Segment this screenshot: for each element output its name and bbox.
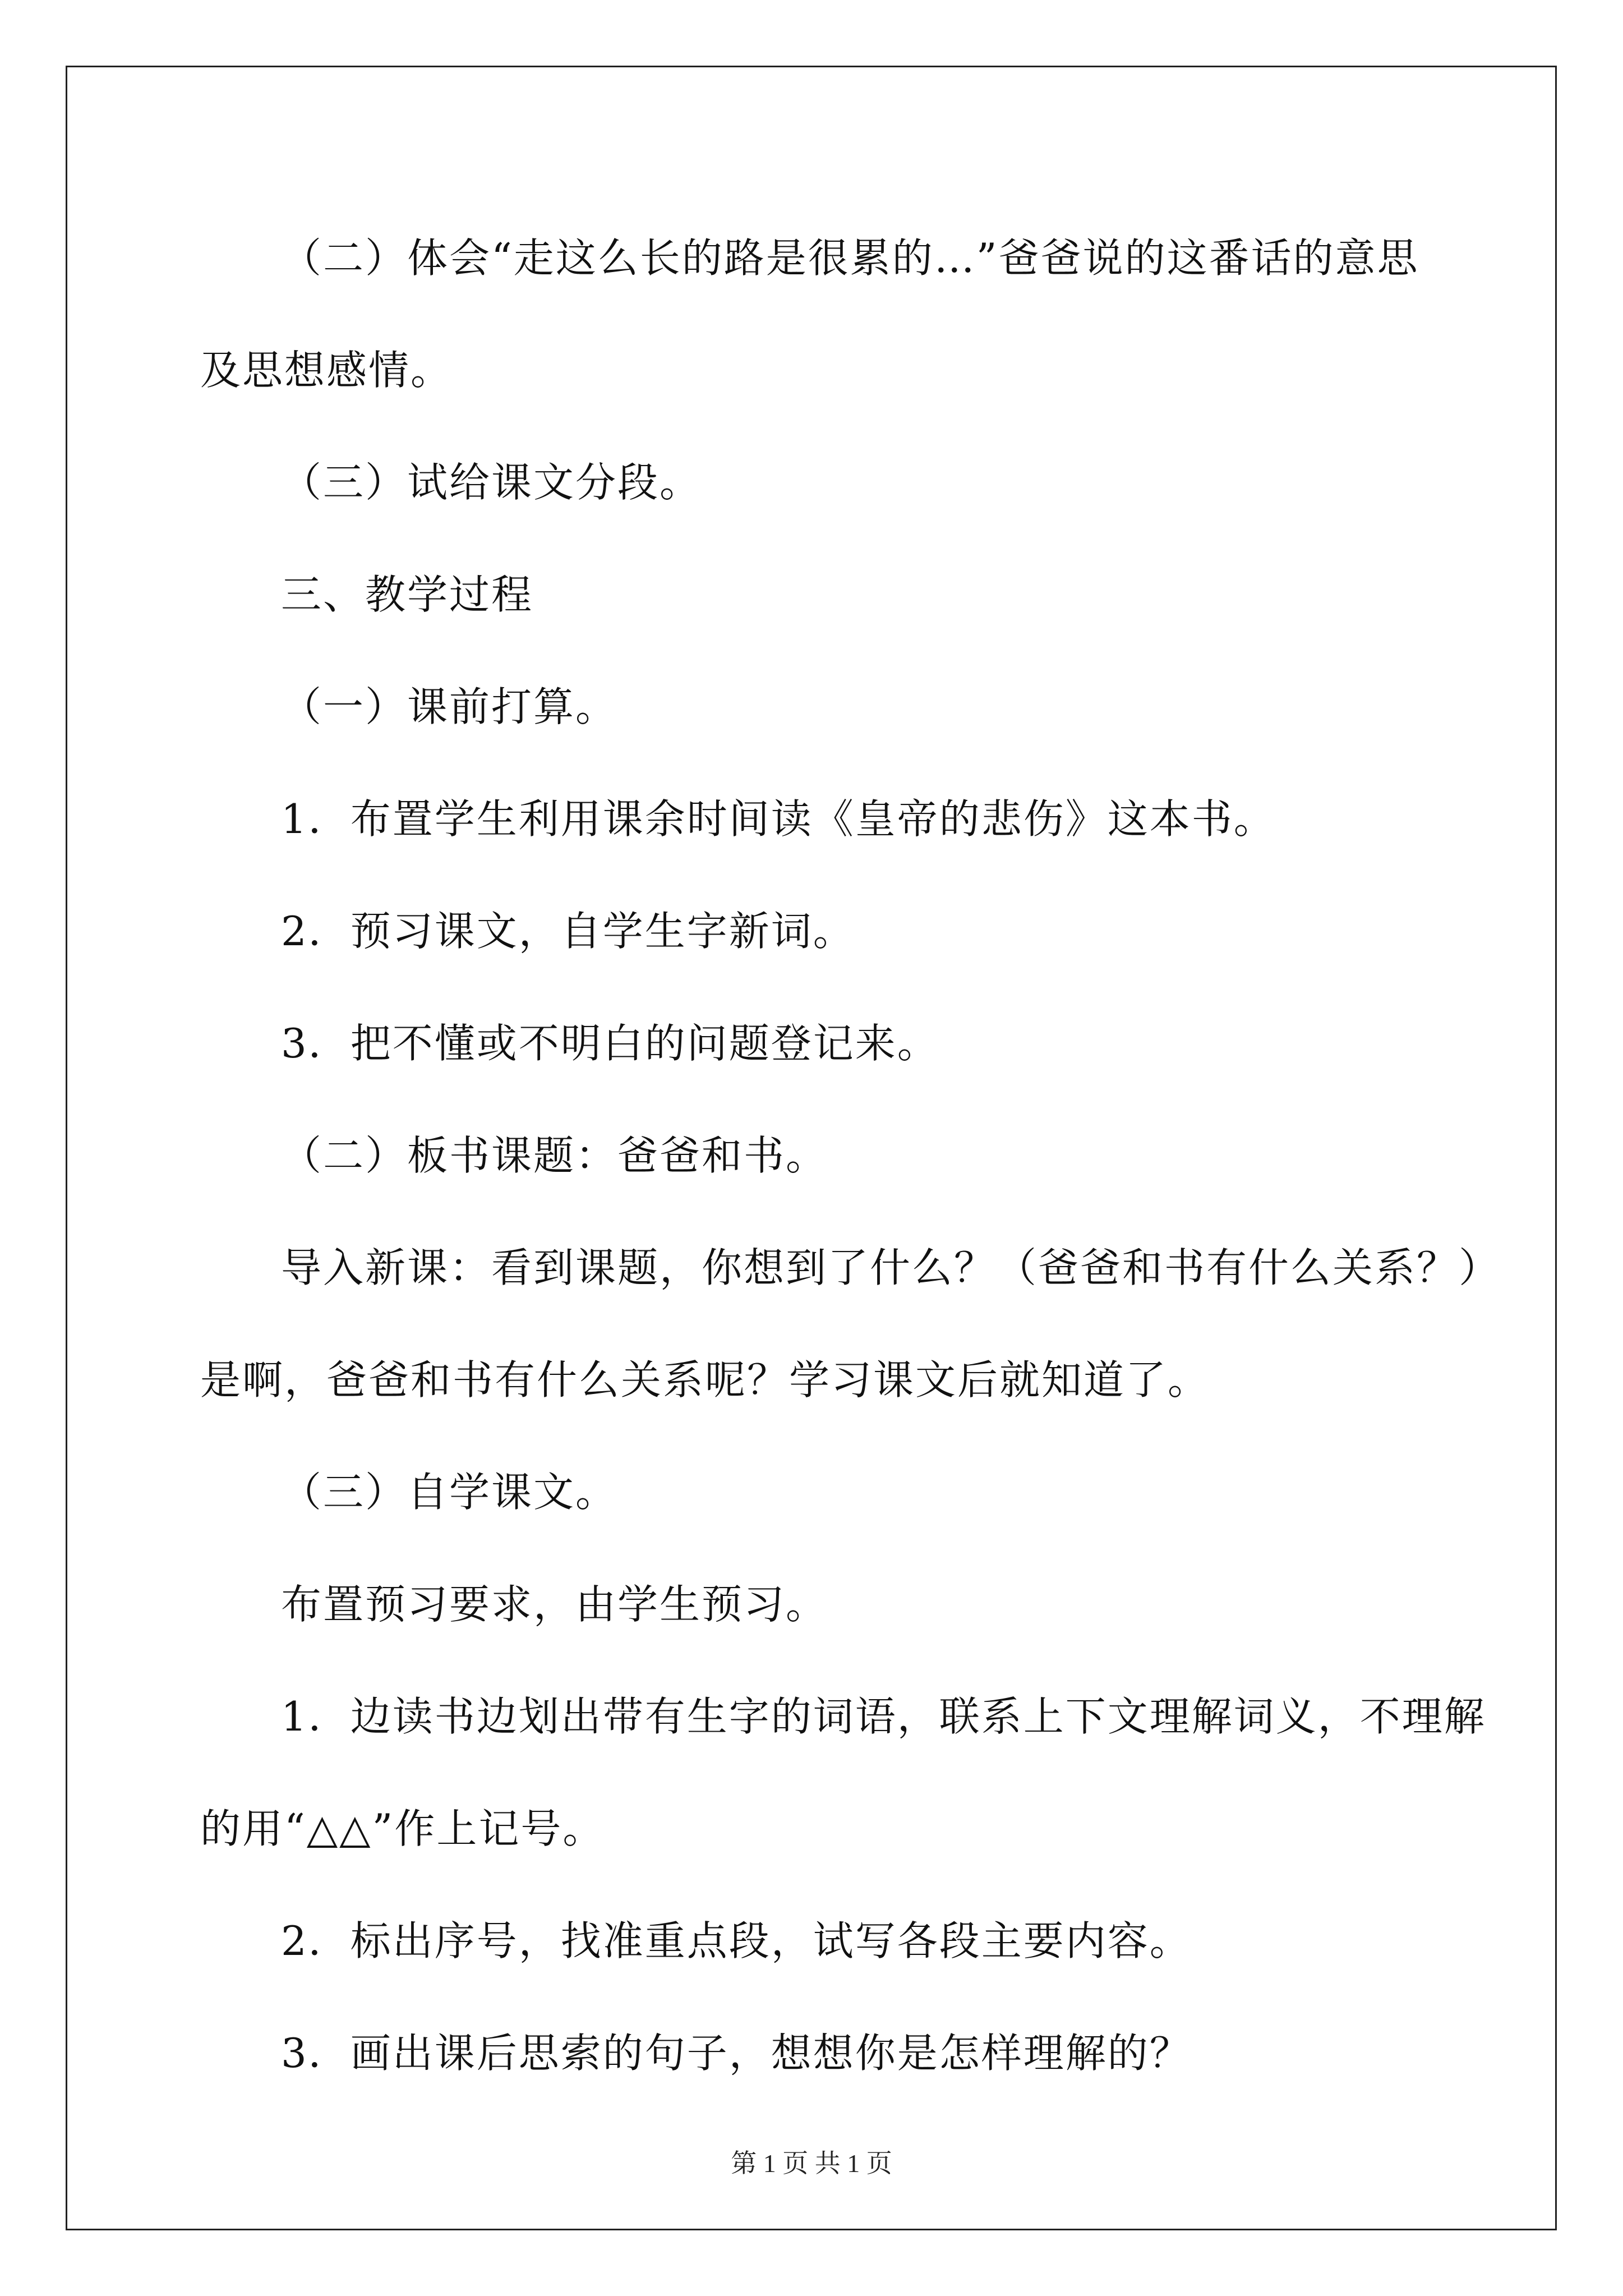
text-line: （三）自学课文。	[281, 1469, 618, 1516]
document-body	[200, 202, 1501, 2109]
text-line: 及思想感情。	[200, 347, 453, 394]
text-line: （三）试给课文分段。	[281, 459, 702, 506]
text-line: 的用“△△”作上记号。	[200, 1805, 605, 1852]
text-line: 是啊，爸爸和书有什么关系呢？学习课文后就知道了。	[200, 1356, 1210, 1404]
list-item: 2．标出序号，找准重点段，试写各段主要内容。	[281, 1917, 1192, 1964]
page-footer: 第 1 页 共 1 页	[731, 2149, 892, 2178]
text-line: （二）体会“走这么长的路是很累的…”爸爸说的这番话的意思	[281, 234, 1419, 282]
list-item: 3．把不懂或不明白的问题登记来。	[281, 1020, 939, 1067]
text-line: （二）板书课题：爸爸和书。	[281, 1132, 828, 1179]
list-item: 1．边读书边划出带有生字的词语，联系上下文理解词义，不理解	[281, 1693, 1486, 1740]
list-item: 2．预习课文，自学生字新词。	[281, 908, 855, 955]
list-item: 1．布置学生利用课余时间读《皇帝的悲伤》这本书。	[281, 795, 1276, 843]
text-line: 布置预习要求，由学生预习。	[281, 1581, 828, 1628]
section-heading: 三、教学过程	[281, 571, 534, 618]
list-item: 3．画出课后思索的句子，想想你是怎样理解的？	[281, 2030, 1192, 2077]
text-line: （一）课前打算。	[281, 683, 618, 730]
text-line: 导入新课：看到课题，你想到了什么？（爸爸和书有什么关系？）	[281, 1244, 1501, 1291]
